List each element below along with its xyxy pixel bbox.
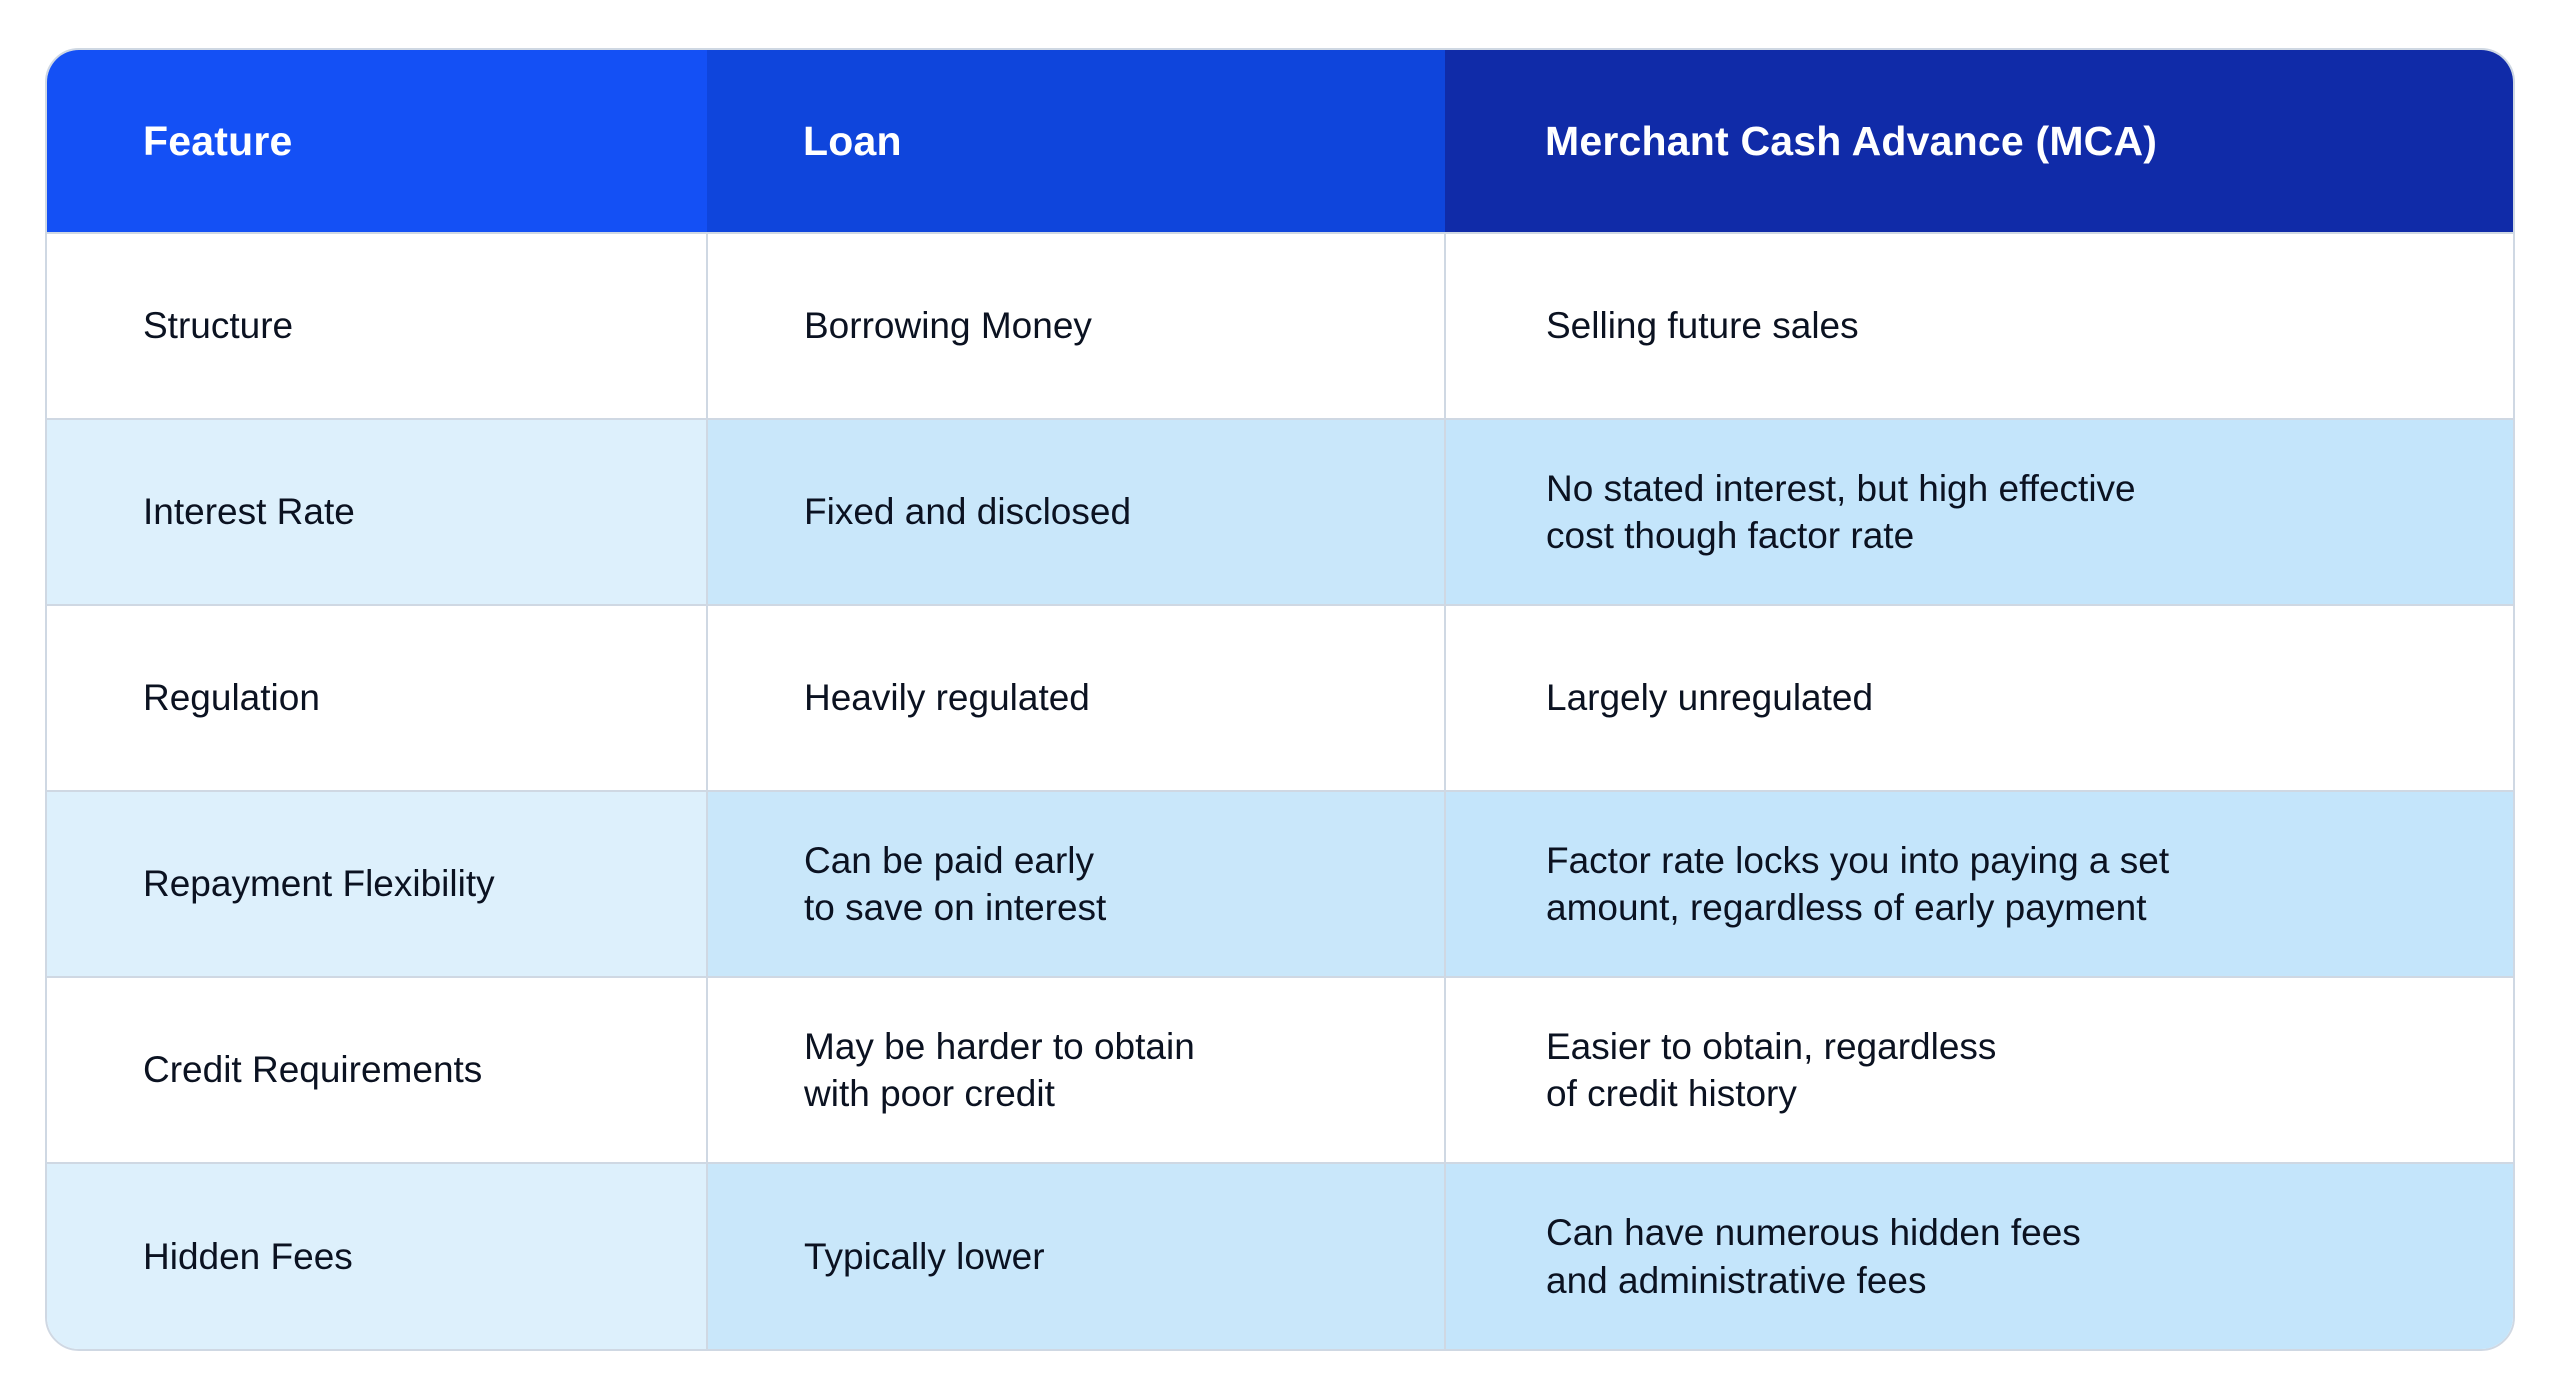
- cell-line: Typically lower: [804, 1235, 1045, 1277]
- cell-line: of credit history: [1546, 1073, 1797, 1114]
- column-header-feature: Feature: [47, 50, 707, 233]
- cell-mca-lines: [1546, 302, 2473, 349]
- cell-line: No stated interest, but high effective: [1546, 467, 2136, 509]
- cell-line: Factor rate locks you into paying a set: [1546, 839, 2170, 881]
- cell-feature: Repayment Flexibility: [47, 791, 707, 977]
- cell-mca: [1445, 1163, 2513, 1349]
- cell-feature: Regulation: [47, 605, 707, 791]
- cell-loan-lines: [804, 1233, 1404, 1280]
- cell-line: Easier to obtain, regardless: [1546, 1025, 1997, 1067]
- cell-line: cost though factor rate: [1546, 515, 1915, 556]
- cell-loan: [707, 977, 1445, 1163]
- cell-loan: [707, 419, 1445, 605]
- cell-mca: [1445, 419, 2513, 605]
- cell-loan: [707, 791, 1445, 977]
- cell-mca: [1445, 605, 2513, 791]
- cell-line: Can have numerous hidden fees: [1546, 1212, 2081, 1254]
- column-header-loan: Loan: [707, 50, 1445, 233]
- table-row: [47, 605, 2513, 791]
- cell-line: May be harder to obtain: [804, 1025, 1195, 1067]
- comparison-table-container: [45, 48, 2515, 1351]
- comparison-table: [47, 50, 2513, 1349]
- cell-mca: [1445, 233, 2513, 419]
- cell-line: Largely unregulated: [1546, 677, 1874, 719]
- cell-mca-lines: [1546, 837, 2473, 932]
- cell-feature: Credit Requirements: [47, 977, 707, 1163]
- cell-mca-lines: [1546, 465, 2473, 560]
- cell-line: amount, regardless of early payment: [1546, 887, 2147, 928]
- table-header: [47, 50, 2513, 233]
- cell-line: Selling future sales: [1546, 305, 1859, 347]
- column-header-mca: Merchant Cash Advance (MCA): [1445, 50, 2513, 233]
- cell-loan-lines: [804, 1023, 1404, 1118]
- cell-loan: [707, 605, 1445, 791]
- cell-line: Can be paid early: [804, 839, 1095, 881]
- table-body: [47, 233, 2513, 1349]
- cell-line: Heavily regulated: [804, 677, 1090, 719]
- table-row: [47, 791, 2513, 977]
- cell-line: to save on interest: [804, 887, 1107, 928]
- cell-loan-lines: [804, 488, 1404, 535]
- cell-feature: Structure: [47, 233, 707, 419]
- cell-mca-lines: [1546, 1209, 2473, 1304]
- cell-loan-lines: [804, 837, 1404, 932]
- cell-loan-lines: [804, 302, 1404, 349]
- cell-line: Borrowing Money: [804, 305, 1092, 347]
- table-header-row: [47, 50, 2513, 233]
- cell-line: and administrative fees: [1546, 1259, 1927, 1301]
- cell-loan: [707, 1163, 1445, 1349]
- cell-mca-lines: [1546, 1023, 2473, 1118]
- cell-line: with poor credit: [804, 1073, 1055, 1114]
- cell-feature: Interest Rate: [47, 419, 707, 605]
- cell-feature: Hidden Fees: [47, 1163, 707, 1349]
- cell-loan-lines: [804, 674, 1404, 721]
- cell-mca-lines: [1546, 674, 2473, 721]
- table-row: [47, 977, 2513, 1163]
- cell-mca: [1445, 977, 2513, 1163]
- cell-mca: [1445, 791, 2513, 977]
- cell-loan: [707, 233, 1445, 419]
- table-row: [47, 233, 2513, 419]
- table-row: [47, 1163, 2513, 1349]
- cell-line: Fixed and disclosed: [804, 491, 1132, 533]
- table-row: [47, 419, 2513, 605]
